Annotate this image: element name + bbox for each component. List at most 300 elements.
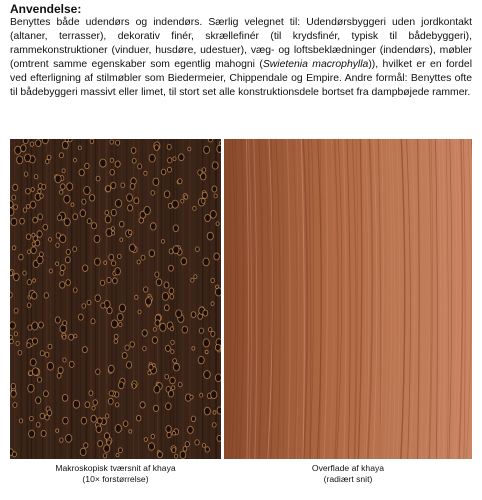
texture-pore bbox=[58, 367, 64, 374]
texture-pore bbox=[110, 182, 116, 189]
texture-pore bbox=[106, 277, 111, 283]
texture-pore bbox=[37, 213, 43, 220]
texture-pore bbox=[72, 213, 78, 220]
texture-pore bbox=[103, 444, 110, 453]
texture-streak bbox=[189, 139, 191, 459]
texture-pore bbox=[59, 438, 63, 443]
surface-photo bbox=[224, 139, 472, 459]
texture-pore bbox=[44, 414, 49, 420]
texture-pore bbox=[110, 139, 114, 144]
texture-pore bbox=[165, 345, 171, 352]
texture-pore bbox=[87, 218, 92, 224]
texture-pore bbox=[110, 158, 114, 163]
texture-pore bbox=[85, 401, 91, 408]
texture-pore bbox=[96, 425, 102, 433]
texture-pore bbox=[95, 369, 100, 375]
texture-pore bbox=[60, 264, 66, 271]
texture-pore bbox=[132, 383, 137, 389]
texture-pore bbox=[48, 237, 52, 242]
texture-pore bbox=[198, 356, 205, 364]
texture-pore bbox=[108, 365, 115, 373]
texture-pore bbox=[127, 204, 133, 211]
texture-pore bbox=[81, 417, 87, 425]
texture-pore bbox=[115, 161, 121, 168]
texture-pore bbox=[195, 246, 200, 252]
texture-pore bbox=[39, 252, 44, 258]
texture-pore bbox=[162, 292, 169, 301]
texture-pore bbox=[55, 243, 59, 248]
texture-pore bbox=[154, 144, 160, 151]
texture-pore bbox=[115, 424, 122, 433]
texture-pore bbox=[154, 272, 159, 278]
texture-streak bbox=[21, 139, 22, 459]
texture-pore bbox=[64, 218, 71, 227]
texture-pore bbox=[12, 451, 17, 457]
texture-pore bbox=[18, 254, 23, 261]
texture-pore bbox=[189, 395, 193, 400]
texture-pore bbox=[40, 350, 45, 356]
texture-pore bbox=[161, 239, 165, 244]
texture-pore bbox=[192, 206, 196, 211]
texture-pore bbox=[126, 193, 133, 201]
texture-pore bbox=[118, 322, 122, 327]
texture-pore bbox=[212, 186, 218, 193]
texture-pore bbox=[167, 144, 172, 150]
texture-pore bbox=[48, 344, 53, 350]
texture-pore bbox=[173, 225, 179, 233]
texture-pore bbox=[35, 139, 41, 147]
texture-pore bbox=[115, 402, 119, 407]
texture-pore bbox=[165, 402, 171, 410]
texture-pore bbox=[172, 431, 176, 436]
texture-pore bbox=[191, 416, 196, 422]
texture-pore bbox=[59, 281, 65, 288]
texture-pore bbox=[211, 278, 215, 283]
texture-pore bbox=[214, 193, 218, 198]
texture-pore bbox=[110, 169, 115, 176]
texture-pore bbox=[89, 194, 95, 201]
texture-pore bbox=[94, 258, 101, 266]
texture-pore bbox=[171, 385, 175, 390]
texture-pore bbox=[199, 393, 203, 398]
texture-streak bbox=[54, 139, 55, 459]
texture-streak bbox=[142, 139, 143, 459]
texture-pore bbox=[35, 397, 41, 405]
texture-pore bbox=[149, 154, 156, 163]
texture-pore bbox=[41, 430, 47, 437]
texture-streak bbox=[27, 139, 29, 459]
texture-pore bbox=[180, 451, 187, 459]
paragraph-part-3: )), hvilket er en fordel ved efterligning af stilmøbler som Biedermeier, Chippendale og Empire. Andre formål: Benyttes ofte til bådebyggeri massivt eller limet, til stort set alle konstruktionsdele bortset fra dampbøjede rammer. bbox=[10, 59, 472, 98]
texture-pore bbox=[80, 209, 86, 217]
texture-pore bbox=[169, 377, 175, 385]
texture-pore bbox=[49, 269, 53, 274]
texture-pore bbox=[44, 292, 49, 298]
texture-pore bbox=[83, 186, 90, 195]
texture-pore bbox=[12, 245, 16, 250]
texture-pore bbox=[106, 307, 112, 315]
texture-pore bbox=[92, 406, 96, 411]
texture-pore bbox=[193, 274, 197, 279]
texture-pore bbox=[37, 230, 43, 237]
texture-pore bbox=[208, 327, 212, 332]
texture-pore bbox=[150, 222, 157, 230]
texture-pore bbox=[216, 221, 220, 226]
texture-pore bbox=[111, 260, 116, 266]
texture-pore bbox=[60, 270, 65, 276]
texture-pore bbox=[45, 352, 50, 358]
usage-paragraph bbox=[10, 16, 472, 100]
texture-pore bbox=[142, 329, 148, 336]
texture-pore bbox=[111, 226, 115, 231]
texture-pore bbox=[203, 146, 210, 154]
texture-pore bbox=[29, 416, 34, 421]
texture-pore bbox=[161, 169, 166, 176]
paragraph-part-1: Benyttes både udendørs og indendørs. Særlig velegnet til: Udendørsbyggeri uden jordkontakt (altaner, terrasser), dekorativ finér, skrællefinér (til krydsfinér, typisk til bådebyggeri), rammekonstruktioner (vinduer, husdøre, udestuer), væg- og loftsbeklædninger (indendørs), møbler (omtrent samme egenskaber som egentlig mahogni ( bbox=[10, 17, 472, 70]
texture-pore bbox=[119, 221, 125, 228]
texture-pore bbox=[153, 385, 160, 393]
texture-pore bbox=[111, 231, 115, 236]
texture-pore bbox=[164, 304, 170, 311]
texture-pore bbox=[202, 310, 208, 317]
texture-streak bbox=[138, 139, 139, 459]
texture-pore bbox=[212, 422, 217, 427]
texture-pore bbox=[100, 303, 105, 309]
texture-pore bbox=[84, 163, 89, 169]
texture-pore bbox=[30, 246, 36, 254]
texture-pore bbox=[202, 192, 208, 199]
texture-pore bbox=[105, 210, 110, 215]
texture-pore bbox=[111, 209, 117, 216]
texture-pore bbox=[73, 334, 77, 339]
texture-pore bbox=[27, 384, 34, 393]
texture-pore bbox=[114, 267, 121, 275]
texture-pore bbox=[14, 331, 18, 336]
texture-pore bbox=[63, 195, 70, 204]
texture-pore bbox=[71, 203, 75, 207]
texture-pore bbox=[153, 405, 159, 412]
texture-pore bbox=[212, 161, 219, 169]
texture-pore bbox=[204, 214, 211, 222]
texture-pore bbox=[37, 189, 41, 194]
texture-pore bbox=[117, 254, 122, 259]
texture-pore bbox=[10, 390, 16, 398]
right-caption-line1: Overflade af khaya bbox=[311, 463, 385, 473]
texture-pore bbox=[184, 195, 188, 200]
texture-pore bbox=[81, 199, 86, 205]
texture-pore bbox=[78, 146, 82, 151]
texture-pore bbox=[94, 235, 101, 243]
texture-pore bbox=[122, 352, 128, 359]
texture-pore bbox=[121, 183, 126, 188]
texture-pore bbox=[31, 233, 35, 238]
texture-pore bbox=[141, 255, 146, 261]
texture-pore bbox=[137, 260, 141, 265]
texture-pore bbox=[23, 207, 27, 212]
texture-pore bbox=[134, 295, 138, 300]
texture-pore bbox=[11, 383, 16, 389]
texture-pore bbox=[103, 453, 107, 458]
texture-pore bbox=[211, 301, 215, 306]
texture-streak bbox=[194, 139, 195, 459]
texture-pore bbox=[172, 245, 179, 254]
paragraph-part-2-italic: Swietenia macrophylla bbox=[262, 59, 369, 70]
texture-pore bbox=[203, 338, 210, 347]
texture-pore bbox=[143, 206, 150, 215]
texture-pore bbox=[157, 451, 163, 458]
texture-pore bbox=[119, 304, 126, 313]
texture-pore bbox=[165, 425, 171, 433]
texture-pore bbox=[187, 426, 194, 434]
texture-pore bbox=[108, 398, 114, 405]
texture-pore bbox=[25, 188, 31, 195]
texture-pore bbox=[170, 294, 175, 300]
texture-pore bbox=[13, 273, 20, 281]
texture-pore bbox=[143, 286, 148, 292]
left-caption-line1: Makroskopisk tværsnit af khaya bbox=[55, 463, 176, 473]
cross-section-image bbox=[10, 139, 221, 459]
texture-pore bbox=[62, 335, 66, 340]
texture-pore bbox=[130, 341, 135, 347]
texture-pore bbox=[65, 256, 71, 263]
texture-pore bbox=[73, 400, 80, 409]
texture-pore bbox=[59, 152, 64, 158]
texture-pore bbox=[202, 443, 206, 448]
texture-pore bbox=[180, 199, 184, 204]
texture-pore bbox=[31, 292, 37, 300]
texture-pore bbox=[26, 234, 31, 240]
texture-pore bbox=[62, 358, 66, 363]
texture-streak bbox=[182, 139, 183, 459]
texture-pore bbox=[47, 362, 54, 371]
texture-pore bbox=[66, 249, 71, 255]
texture-pore bbox=[62, 394, 68, 402]
texture-pore bbox=[117, 313, 124, 321]
texture-pore bbox=[114, 339, 118, 344]
texture-pore bbox=[104, 432, 110, 439]
texture-pore bbox=[73, 158, 77, 163]
texture-pore bbox=[174, 454, 178, 459]
texture-pore bbox=[177, 178, 182, 184]
texture-pore bbox=[82, 265, 88, 272]
texture-pore bbox=[55, 262, 59, 267]
left-caption bbox=[10, 463, 221, 485]
texture-pore bbox=[16, 341, 20, 346]
texture-pore bbox=[144, 437, 148, 442]
texture-pore bbox=[173, 156, 177, 161]
texture-pore bbox=[27, 279, 32, 285]
texture-pore bbox=[109, 390, 114, 396]
texture-pore bbox=[215, 344, 221, 351]
texture-pore bbox=[30, 201, 37, 209]
right-caption-line2: (radiært snit) bbox=[323, 474, 373, 484]
texture-pore bbox=[38, 322, 44, 329]
texture-pore bbox=[40, 413, 45, 419]
texture-pore bbox=[153, 178, 160, 186]
texture-pore bbox=[147, 370, 151, 375]
texture-pore bbox=[187, 147, 191, 152]
texture-pore bbox=[91, 318, 96, 324]
texture-pore bbox=[22, 271, 26, 276]
texture-pore bbox=[83, 442, 88, 448]
texture-pore bbox=[210, 390, 217, 399]
texture-pore bbox=[167, 157, 172, 163]
texture-pore bbox=[203, 370, 210, 379]
texture-pore bbox=[108, 254, 114, 261]
texture-pore bbox=[31, 187, 35, 192]
texture-pore bbox=[114, 334, 119, 340]
texture-pore bbox=[169, 288, 175, 295]
texture-pore bbox=[65, 434, 72, 443]
texture-pore bbox=[14, 308, 19, 314]
texture-pore bbox=[11, 195, 16, 201]
texture-streak bbox=[10, 139, 11, 459]
texture-pore bbox=[175, 309, 182, 318]
texture-pore bbox=[89, 390, 94, 396]
texture-pore bbox=[103, 261, 107, 265]
texture-pore bbox=[128, 230, 132, 235]
left-caption-line2: (10× forstørrelse) bbox=[82, 474, 149, 484]
texture-pore bbox=[137, 163, 142, 169]
texture-pore bbox=[12, 184, 18, 191]
texture-pore bbox=[26, 342, 31, 348]
texture-pore bbox=[36, 422, 41, 428]
texture-pore bbox=[31, 322, 38, 331]
texture-pore bbox=[164, 282, 170, 289]
texture-streak bbox=[197, 139, 198, 459]
texture-pore bbox=[99, 159, 106, 168]
texture-pore bbox=[164, 374, 169, 379]
texture-pore bbox=[168, 265, 174, 272]
texture-pore bbox=[73, 287, 78, 292]
texture-pore bbox=[69, 361, 75, 368]
texture-pore bbox=[18, 350, 23, 355]
texture-pore bbox=[125, 345, 130, 351]
texture-pore bbox=[178, 153, 184, 161]
texture-pore bbox=[24, 172, 28, 177]
texture-pore bbox=[20, 144, 26, 152]
texture-pore bbox=[199, 328, 204, 334]
texture-pore bbox=[30, 358, 37, 366]
texture-pore bbox=[105, 185, 111, 192]
texture-pore bbox=[62, 417, 68, 425]
texture-pore bbox=[82, 346, 88, 353]
texture-pore bbox=[156, 278, 162, 286]
texture-pore bbox=[97, 417, 103, 424]
texture-pore bbox=[171, 447, 176, 453]
texture-pore bbox=[213, 253, 219, 261]
texture-pore bbox=[172, 200, 179, 209]
texture-pore bbox=[213, 410, 217, 414]
texture-pore bbox=[62, 320, 67, 326]
texture-pore bbox=[47, 155, 52, 160]
texture-streak bbox=[161, 139, 162, 459]
texture-pore bbox=[32, 217, 38, 224]
texture-pore bbox=[13, 204, 18, 210]
texture-pore bbox=[152, 336, 158, 344]
cross-section-photo bbox=[10, 139, 221, 459]
texture-pore bbox=[115, 140, 120, 146]
texture-pore bbox=[168, 390, 174, 398]
texture-pore bbox=[181, 257, 188, 265]
texture-pore bbox=[19, 218, 25, 225]
texture-pore bbox=[55, 316, 61, 323]
texture-pore bbox=[59, 190, 63, 195]
texture-pore bbox=[145, 297, 152, 306]
texture-pore bbox=[148, 364, 153, 370]
texture-pore bbox=[204, 407, 211, 416]
surface-image bbox=[224, 139, 472, 459]
texture-pore bbox=[116, 453, 120, 457]
texture-pore bbox=[27, 303, 32, 309]
texture-pore bbox=[43, 224, 49, 231]
texture-pore bbox=[205, 446, 210, 452]
texture-pore bbox=[96, 176, 101, 182]
texture-pore bbox=[130, 183, 136, 190]
texture-pore bbox=[129, 244, 136, 252]
texture-pore bbox=[68, 334, 74, 341]
texture-pore bbox=[111, 320, 118, 329]
texture-pore bbox=[93, 399, 98, 405]
texture-pore bbox=[143, 171, 147, 176]
texture-pore bbox=[126, 361, 132, 369]
texture-pore bbox=[16, 156, 23, 165]
texture-pore bbox=[95, 294, 101, 302]
texture-pore bbox=[106, 440, 111, 446]
texture-pore bbox=[57, 215, 62, 221]
texture-pore bbox=[182, 326, 188, 334]
texture-pore bbox=[79, 169, 85, 177]
section-heading: Anvendelse: bbox=[10, 2, 82, 16]
texture-pore bbox=[19, 418, 23, 423]
texture-pore bbox=[215, 285, 219, 289]
texture-pore bbox=[82, 303, 87, 308]
texture-pore bbox=[170, 340, 174, 345]
texture-pore bbox=[148, 442, 155, 450]
texture-streak bbox=[202, 139, 203, 459]
texture-pore bbox=[149, 249, 155, 257]
texture-pore bbox=[80, 448, 87, 456]
texture-pore bbox=[164, 190, 170, 198]
texture-pore bbox=[59, 234, 66, 243]
texture-streak bbox=[126, 139, 127, 459]
texture-streak bbox=[176, 139, 177, 459]
texture-pore bbox=[131, 147, 137, 154]
texture-pore bbox=[153, 327, 157, 332]
texture-pore bbox=[43, 390, 49, 397]
texture-pore bbox=[172, 358, 177, 363]
texture-pore bbox=[136, 415, 141, 421]
texture-pore bbox=[173, 363, 180, 371]
texture-pore bbox=[55, 429, 59, 433]
texture-pore bbox=[37, 377, 42, 383]
texture-pore bbox=[62, 168, 66, 173]
texture-pore bbox=[100, 280, 105, 286]
texture-pore bbox=[167, 167, 172, 173]
texture-pore bbox=[65, 279, 71, 286]
texture-pore bbox=[151, 434, 155, 439]
texture-pore bbox=[105, 215, 112, 223]
texture-pore bbox=[134, 197, 140, 204]
texture-pore bbox=[91, 415, 97, 423]
texture-pore bbox=[32, 367, 39, 376]
texture-pore bbox=[170, 349, 174, 354]
texture-pore bbox=[115, 199, 122, 208]
texture-pore bbox=[105, 414, 109, 419]
texture-pore bbox=[178, 382, 183, 387]
right-caption bbox=[224, 463, 472, 485]
texture-pore bbox=[27, 249, 31, 254]
